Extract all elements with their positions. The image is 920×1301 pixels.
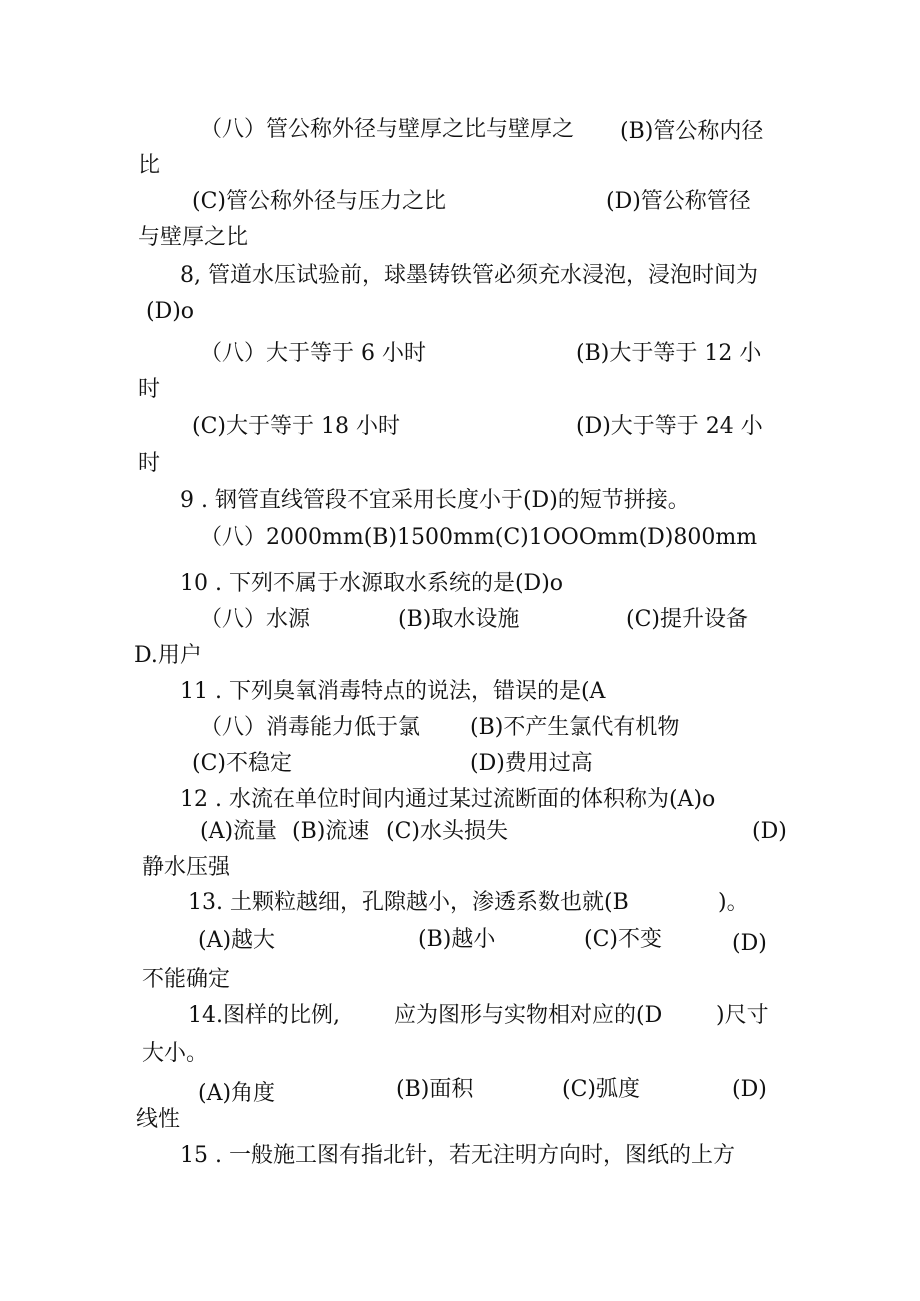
q13-question-end: )。 [718, 890, 749, 915]
q11-option-b: (B)不产生氯代有机物 [470, 715, 680, 740]
q14-option-b: (B)面积 [396, 1077, 474, 1102]
q15-question: 15 . 一般施工图有指北针，若无注明方向时，图纸的上方 [180, 1143, 735, 1168]
q8-question: 8, 管道水压试验前，球墨铸铁管必须充水浸泡，浸泡时间为 [180, 263, 758, 288]
q8-option-d: (D)大于等于 24 小 [576, 414, 763, 439]
q12-option-b: (B)流速 [292, 819, 370, 844]
q13-option-b: (B)越小 [418, 927, 496, 952]
q14-option-a: (A)角度 [198, 1081, 276, 1106]
q14-question-start: 14.图样的比例, [188, 1003, 340, 1028]
q13-question: 13. 土颗粒越细，孔隙越小，渗透系数也就(B [188, 890, 629, 915]
q10-option-c: (C)提升设备 [626, 607, 748, 632]
q8-option-b: (B)大于等于 12 小 [576, 341, 762, 366]
q8-option-c: (C)大于等于 18 小时 [192, 414, 400, 439]
q8-answer: (D)o [146, 299, 195, 324]
q10-option-b: (B)取水设施 [398, 607, 520, 632]
q14-option-d-wrap: 线性 [136, 1107, 181, 1132]
q13-option-c: (C)不变 [584, 927, 662, 952]
q13-option-d: (D) [732, 931, 767, 956]
q8-option-d-wrap: 时 [138, 451, 161, 476]
q10-option-d: D.用户 [134, 643, 202, 668]
q14-question-wrap: 大小。 [142, 1041, 209, 1066]
q12-option-d: (D) [752, 819, 787, 844]
q12-option-d-wrap: 静水压强 [142, 855, 231, 880]
q7-option-a-wrap: 比 [138, 153, 161, 178]
q12-option-a: (A)流量 [200, 819, 278, 844]
q9-question: 9 . 钢管直线管段不宜采用长度小于(D)的短节拼接。 [180, 488, 690, 513]
q10-option-a: （八）水源 [200, 607, 311, 632]
q7-option-a: （八）管公称外径与壁厚之比与壁厚之 [200, 117, 575, 142]
q13-option-a: (A)越大 [198, 928, 276, 953]
q14-question-middle: 应为图形与实物相对应的(D [394, 1003, 663, 1028]
q11-question: 11 . 下列臭氧消毒特点的说法，错误的是(A [180, 679, 606, 704]
q11-option-c: (C)不稳定 [192, 751, 292, 776]
q14-question-end: )尺寸 [716, 1003, 769, 1028]
q12-question: 12 . 水流在单位时间内通过某过流断面的体积称为(A)o [180, 787, 716, 812]
q7-option-d: (D)管公称管径 [606, 189, 751, 214]
q11-option-d: (D)费用过高 [470, 751, 593, 776]
q13-option-d-wrap: 不能确定 [142, 967, 231, 992]
q12-option-c: (C)水头损失 [386, 819, 508, 844]
q7-option-d-wrap: 与壁厚之比 [138, 225, 249, 250]
q7-option-c: (C)管公称外径与压力之比 [192, 189, 446, 214]
q14-option-c: (C)弧度 [562, 1077, 640, 1102]
q10-question: 10 . 下列不属于水源取水系统的是(D)o [180, 571, 564, 596]
q9-options: （八）2000mm(B)1500mm(C)1OOOmm(D)800mm [200, 525, 758, 550]
q8-option-a: （八）大于等于 6 小时 [200, 341, 426, 366]
q14-option-d: (D) [732, 1077, 767, 1102]
q7-option-b: (B)管公称内径 [620, 119, 764, 144]
q11-option-a: （八）消毒能力低于氯 [200, 715, 421, 740]
q8-option-b-wrap: 时 [138, 377, 161, 402]
